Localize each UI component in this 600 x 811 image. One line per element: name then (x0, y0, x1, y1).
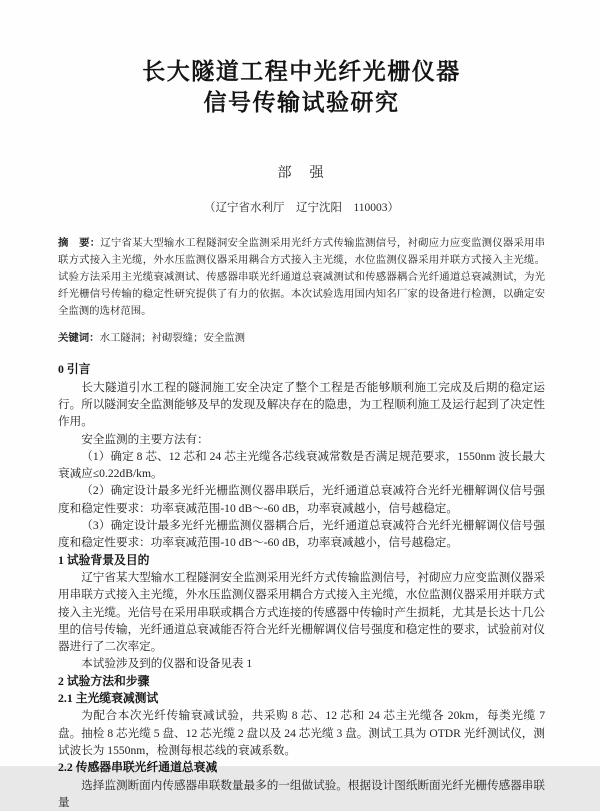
paragraph: 为配合本次光纤传输衰减试验，共采购 8 芯、12 芯和 24 芯主光缆各 20km，每类光缆 7 盘。抽检 8 芯光缆 5 盘、12 芯光缆 2 盘以及 24 芯光缆 3 盘。测试工具为 OTDR 光纤测试仪，测试波长为 1550nm，检测每根芯线的衰减系数。 (58, 709, 545, 757)
paper-title (58, 56, 545, 118)
keywords-line (58, 330, 545, 347)
section-heading-intro: 0 引言 (58, 362, 91, 377)
section-heading-methods: 2 试验方法和步骤 (58, 673, 150, 688)
keywords-label: 关键词： (58, 333, 100, 345)
paper-title-line2: 信号传输试验研究 (203, 90, 400, 115)
paragraph: 长大隧道引水工程的隧洞施工安全决定了整个工程是否能够顺利施工完成及后期的稳定运行。所以隧洞安全监测能够及早的发现及解决存在的隐患，为工程顺利施工及运行起到了决定性作用。 (58, 380, 545, 429)
paper-title-line1: 长大隧道工程中光纤光栅仪器 (142, 59, 461, 84)
abstract-label: 摘 要： (58, 238, 101, 249)
list-item-2: （2）确定设计最多光纤光栅监测仪器串联后，光纤通道总衰减符合光纤光栅解调仪信号强度和稳定性要求：功率衰减范围-10 dB～-60 dB，功率衰减越小，信号越稳定。 (58, 484, 545, 515)
keywords-text: 水工隧洞；衬砌裂缝；安全监测 (99, 333, 246, 345)
section-heading-background: 1 试验背景及目的 (58, 552, 150, 567)
paragraph: 安全监测的主要方法有： (81, 432, 209, 446)
list-item-1: （1）确定 8 芯、12 芯和 24 芯主光缆各芯线衰减常数是否满足规范要求，1550nm 波长最大衰减应≤0.22dB/km。 (58, 449, 545, 481)
list-item-3: （3）确定设计最多光纤光栅监测仪器耦合后，光纤通道总衰减符合光纤光栅解调仪信号强度和稳定性要求：功率衰减范围-10 dB～-60 dB，功率衰减越小，信号越稳定。 (58, 519, 545, 550)
paragraph: 选择监测断面内传感器串联数量最多的一组做试验。根据设计图纸断面光纤光栅传感器串联量 (58, 778, 545, 809)
abstract-paragraph (58, 235, 545, 320)
paper-body (58, 361, 545, 811)
author-name: 部 强 (277, 166, 326, 181)
subsection-heading-2-2: 2.2 传感器串联光纤通道总衰减 (58, 760, 218, 775)
paragraph: 辽宁省某大型输水工程隧洞安全监测采用光纤方式传输监测信号，衬砌应力应变监测仪器采用串联方式接入主光缆，外水压监测仪器采用耦合方式接入主光缆，水位监测仪器采用并联方式接入主光缆。光信号在采用串联或耦合方式连接的传感器中传输时产生损耗，尤其是长达十几公里的信号传输，光纤通道总衰减能否符合光纤光栅解调仪信号强度和稳定性的要求，试验前对仪器进行了二次率定。 (58, 570, 545, 654)
subsection-heading-2-1: 2.1 主光缆衰减测试 (58, 691, 159, 706)
paragraph: 本试验涉及到的仪器和设备见表 1 (81, 657, 253, 671)
abstract-text: 辽宁省某大型输水工程隧洞安全监测采用光纤方式传输监测信号，衬砌应力应变监测仪器采用串联方式接入主光缆，外水压监测仪器采用耦合方式接入主光缆，水位监测仪器采用并联方式接入主光缆。试验方法采用主光缆衰减测试、传感器串联光纤通道总衰减测试和传感器耦合光纤通道总衰减测试，为光纤光栅信号传输的稳定性研究提供了有力的依据。本次试验选用国内知名厂家的设备进行检测，以确定安全监测的选材范围。 (58, 238, 546, 317)
author-affiliation: （辽宁省水利厅 辽宁沈阳 110003） (203, 202, 400, 214)
